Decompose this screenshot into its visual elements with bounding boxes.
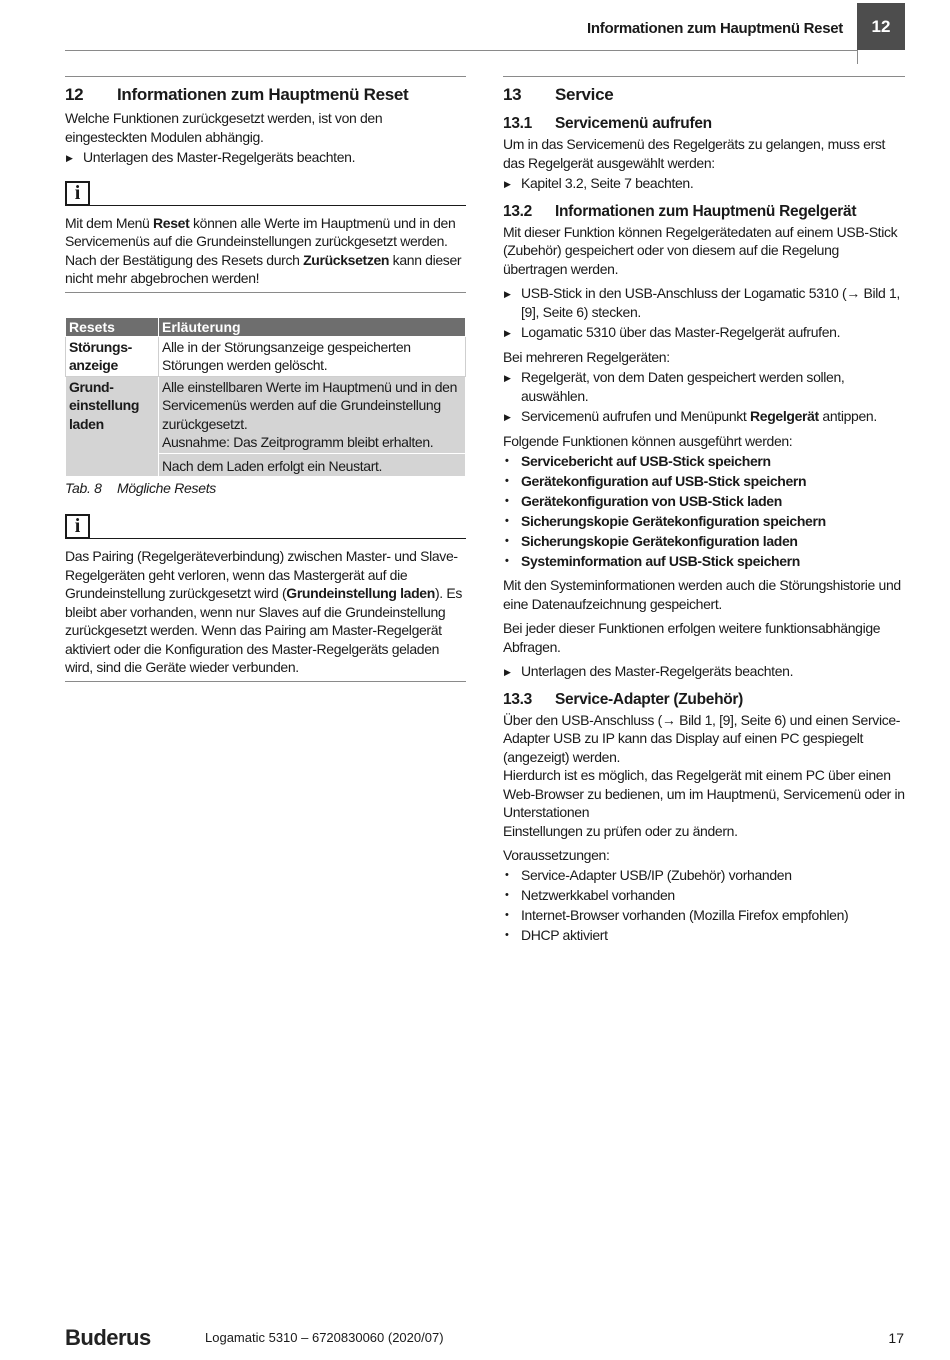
caption-number: Tab. 8 <box>65 480 102 496</box>
subsection-number: 13.1 <box>503 115 532 132</box>
table-cell-key: Grund- einstellung laden <box>66 376 159 477</box>
step-list <box>503 368 905 426</box>
section-13-heading <box>503 85 905 105</box>
section-13-1-heading <box>503 115 905 133</box>
step-item: ▶ Kapitel 3.2, Seite 7 beachten. <box>503 174 905 193</box>
table-cell-key: Störungs- anzeige <box>66 336 159 376</box>
requirement-item: • DHCP aktiviert <box>503 926 905 945</box>
requirement-item: • Service-Adapter USB/IP (Zubehör) vorhanden <box>503 866 905 885</box>
subsection-number: 13.3 <box>503 690 532 708</box>
section-title: Service <box>555 85 614 104</box>
table-header-resets: Resets <box>66 317 159 336</box>
step-item: ▶ Regelgerät, von dem Daten gespeichert werden sollen, auswählen. <box>503 368 905 405</box>
info-box-pairing <box>65 514 466 682</box>
step-text: antippen. <box>818 408 877 424</box>
requirement-item: • Netzwerkkabel vorhanden <box>503 886 905 905</box>
subsection-title: Service-Adapter (Zubehör) <box>555 690 744 708</box>
section-13-3-heading <box>503 691 905 709</box>
info-rule <box>90 538 466 539</box>
function-list <box>503 452 905 571</box>
info-box-header <box>65 514 466 539</box>
step-list <box>503 174 905 193</box>
table-row <box>66 336 466 376</box>
info-icon: i <box>65 514 90 539</box>
function-item: • Gerätekonfiguration auf USB-Stick speichern <box>503 472 905 491</box>
body-text: Über den USB-Anschluss (→ Bild 1, [9], Seite 6) und einen Service-Adapter USB zu IP kann das Display auf einen PC gespiegelt (angezeigt) werden. <box>503 711 901 765</box>
action-name-grundeinstellung: Grundeinstellung laden <box>286 585 435 601</box>
subsection-number: 13.2 <box>503 202 532 220</box>
step-item: ▶ Unterlagen des Master-Regelgeräts beachten. <box>503 662 905 681</box>
menu-item-regelgeraet: Regelgerät <box>750 408 819 424</box>
requirement-item: • Internet-Browser vorhanden (Mozilla Firefox empfohlen) <box>503 906 905 925</box>
body-text: Voraussetzungen: <box>503 847 610 863</box>
step-item <box>503 407 905 426</box>
function-item: • Servicebericht auf USB-Stick speichern <box>503 452 905 471</box>
footer-document-id: Logamatic 5310 – 6720830060 (2020/07) <box>205 1330 444 1345</box>
table-cell-text: Ausnahme: Das Zeitprogramm bleibt erhalten. <box>162 434 434 450</box>
info-box-header <box>65 181 466 206</box>
body-text: Einstellungen zu prüfen oder zu ändern. <box>503 822 738 839</box>
step-item: ▶ Logamatic 5310 über das Master-Regelgerät aufrufen. <box>503 323 905 342</box>
info-text-part: Mit dem Menü <box>65 214 154 231</box>
info-text <box>65 214 466 293</box>
section-12-heading <box>65 85 466 105</box>
info-text-part: kann dieser nicht mehr abgebrochen werden! <box>65 251 462 286</box>
header-rule <box>65 50 858 51</box>
function-item: • Sicherungskopie Gerätekonfiguration laden <box>503 532 905 551</box>
subsection-title: Informationen zum Hauptmenü Regelgerät <box>555 202 857 220</box>
step-list <box>503 662 905 681</box>
resets-table <box>65 317 466 478</box>
intro-text: Welche Funktionen zurückgesetzt werden, ist von den eingesteckten Modulen abhängig. <box>65 110 383 145</box>
table-cell-value: Nach dem Laden erfolgt ein Neustart. <box>159 453 466 477</box>
function-item: • Sicherungskopie Gerätekonfiguration speichern <box>503 512 905 531</box>
subsection-title: Servicemenü aufrufen <box>555 115 712 132</box>
running-header-title: Informationen zum Hauptmenü Reset <box>587 20 843 37</box>
chapter-tab-line <box>857 50 858 64</box>
info-rule <box>90 205 466 206</box>
body-text: Mit den Systeminformationen werden auch die Störungshistorie und eine Datenaufzeichnung gespeichert. <box>503 577 901 612</box>
step-list <box>503 284 905 342</box>
section-13-2-heading <box>503 203 905 221</box>
table-cell-value <box>159 376 466 453</box>
body-text: Hierdurch ist es möglich, das Regelgerät mit einem PC über einen Web-Browser zu bedienen, um im Hauptmenü, Servicemenü oder in Unterstationen <box>503 767 905 820</box>
body-text: Folgende Funktionen können ausgeführt werden: <box>503 432 793 449</box>
page-number: 17 <box>888 1330 904 1346</box>
step-item: ▶ USB-Stick in den USB-Anschluss der Logamatic 5310 (→ Bild 1, [9], Seite 6) stecken. <box>503 284 905 321</box>
function-item: • Systeminformation auf USB-Stick speichern <box>503 552 905 571</box>
left-column <box>65 76 466 682</box>
body-text: Um in das Servicemenü des Regelgeräts zu gelangen, muss erst das Regelgerät ausgewählt werden: <box>503 136 886 171</box>
body-text: Mit dieser Funktion können Regelgerätedaten auf einem USB-Stick (Zubehör) gespeichert oder von diesem auf die Regelung übertragen werden. <box>503 223 898 277</box>
buderus-logo: Buderus <box>65 1325 151 1350</box>
info-text <box>65 547 466 682</box>
info-text-part: ). Es bleibt aber vorhanden, wenn nur Slaves auf die Grundeinstellung zurückgesetzt werden. Wenn das Pairing am Master-Regelgerät aktiviert oder die Konfiguration des Master-Regelgeräts geladen wird, sind die Geräte wieder verbunden. <box>65 585 462 675</box>
info-box-reset <box>65 181 466 293</box>
requirement-list <box>503 866 905 945</box>
table-caption <box>65 480 466 496</box>
table-cell-value: Alle in der Störungsanzeige gespeicherten Störungen werden gelöscht. <box>159 336 466 376</box>
right-column <box>503 76 905 946</box>
table-row <box>66 376 466 453</box>
info-icon: i <box>65 181 90 206</box>
function-item: • Gerätekonfiguration von USB-Stick laden <box>503 492 905 511</box>
info-text-part: können alle Werte im Hauptmenü und in den Servicemenüs auf die Grundeinstellungen zurückgesetzt werden. Nach der Bestätigung des Resets durch <box>65 214 456 268</box>
chapter-tab: 12 <box>857 3 905 50</box>
step-item: ▶ Unterlagen des Master-Regelgeräts beachten. <box>65 148 466 167</box>
section-title: Informationen zum Hauptmenü Reset <box>117 85 409 104</box>
step-text: Servicemenü aufrufen und Menüpunkt <box>521 408 751 424</box>
action-name-zuruecksetzen: Zurücksetzen <box>303 251 390 268</box>
body-text: Bei mehreren Regelgeräten: <box>503 348 670 365</box>
caption-text: Mögliche Resets <box>117 480 216 496</box>
body-text: Bei jeder dieser Funktionen erfolgen weitere funktionsabhängige Abfragen. <box>503 620 881 655</box>
section-number: 13 <box>503 85 522 104</box>
menu-name-reset: Reset <box>153 214 190 231</box>
section-number: 12 <box>65 85 84 104</box>
table-header-erlaeuterung: Erläuterung <box>159 317 466 336</box>
info-text-part: Das Pairing (Regelgeräteverbindung) zwischen Master- und Slave-Regelgeräten geht verloren, wenn das Mastergerät auf die Grundeinstellung zurückgesetzt wird ( <box>65 548 458 601</box>
step-list <box>65 148 466 167</box>
table-cell-text: Alle einstellbaren Werte im Hauptmenü und in den Servicemenüs werden auf die Grundeinstellung zurückgesetzt. <box>162 378 458 432</box>
